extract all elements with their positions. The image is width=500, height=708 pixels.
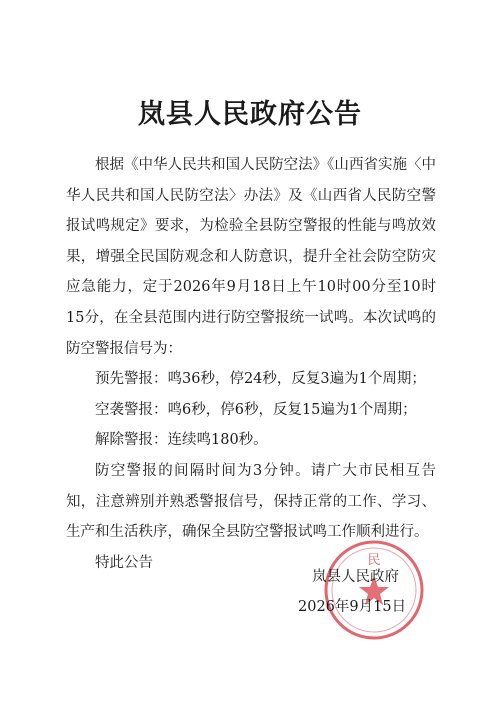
seal-text: 民 [367,553,381,568]
signal-air-raid-line: 空袭警报：鸣6秒，停6秒，反复15遍为1个周期； [95,401,417,418]
issuing-organization: 岚县人民政府 [312,569,399,585]
notice-paragraph: 防空警报的间隔时间为3分钟。请广大市民相互告知，注意辨别并熟悉警报信号，保持正常的工作、学习、生产和生活秩序，确保全县防空警报试鸣工作顺利进行。 [66,462,436,541]
intro-paragraph: 根据《中华人民共和国人民防空法》《山西省实施〈中华人民共和国人民防空法〉办法》及《山西省人民防空警报试鸣规定》要求，为检验全县防空警报的性能与鸣放效果，增强全民国防观念和人防意识，提升全社会防空防灾应急能力，定于2026年9月18日上午10时00分至10时15分，在全县范围内进行防空警报统一试鸣。本次试鸣的防空警报信号为： [66,157,436,357]
document-body [66,150,436,578]
signal-all-clear-line: 解除警报：连续鸣180秒。 [95,432,268,449]
signature-block [290,562,450,622]
closing-line: 特此公告 [95,554,153,571]
signal-warning-line: 预先警报：鸣36秒，停24秒，反复3遍为1个周期； [95,371,426,388]
issue-date: 2026年9月15日 [298,599,407,615]
document-title: 岚县人民政府公告 [138,99,362,130]
